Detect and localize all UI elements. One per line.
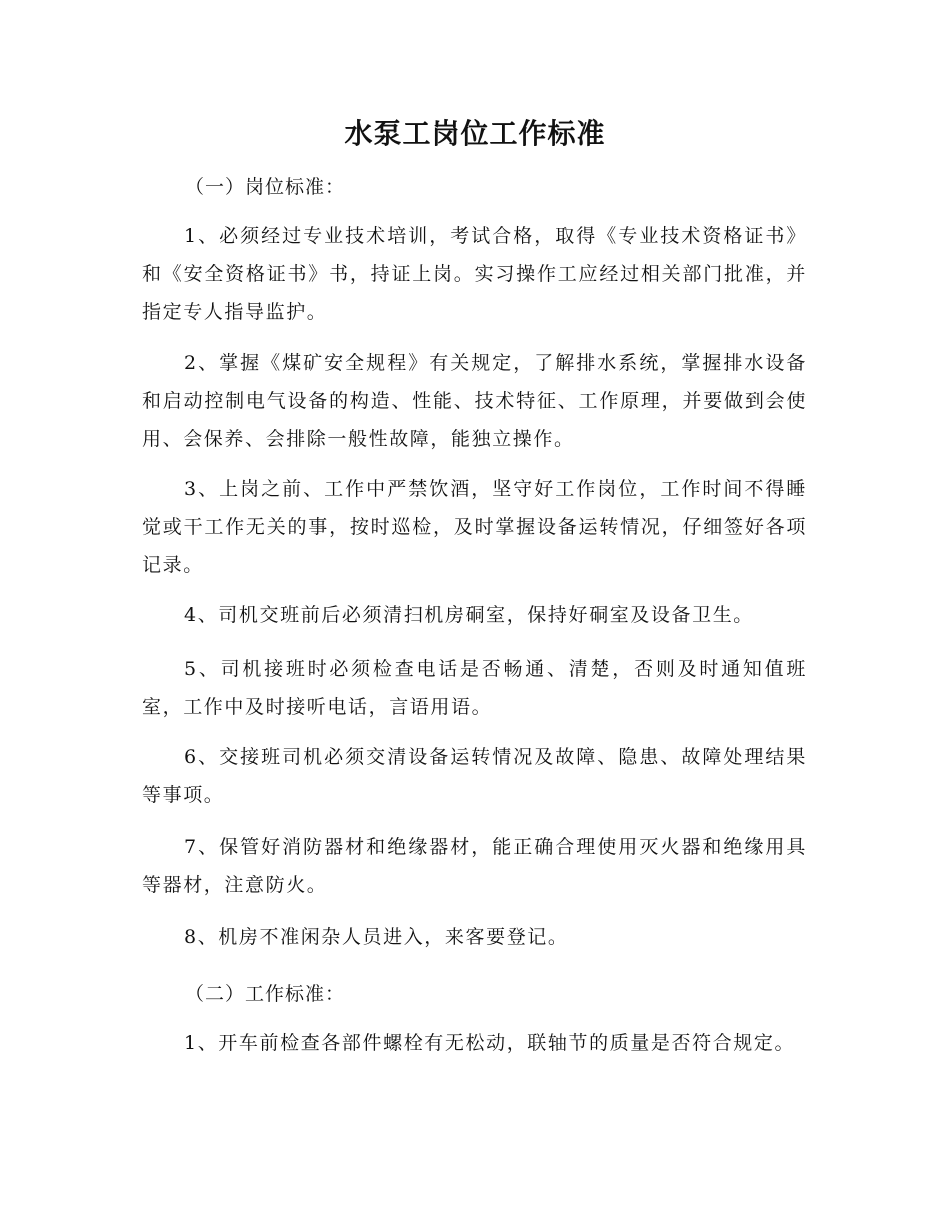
section-heading-work-standard: （二）工作标准： <box>185 983 346 1005</box>
paragraph-item-6: 6、交接班司机必须交清设备运转情况及故障、隐患、故障处理结果等事项。 <box>142 746 807 806</box>
paragraph-item-8: 8、机房不准闲杂人员进入，来客要登记。 <box>184 926 569 948</box>
paragraph-item-7: 7、保管好消防器材和绝缘器材，能正确合理使用灭火器和绝缘用具等器材，注意防火。 <box>142 836 807 896</box>
paragraph-work-item-1: 1、开车前检查各部件螺栓有无松动，联轴节的质量是否符合规定。 <box>184 1032 796 1054</box>
paragraph-item-1: 1、必须经过专业技术培训，考试合格，取得《专业技术资格证书》和《安全资格证书》书，持证上岗。实习操作工应经过相关部门批准，并指定专人指导监护。 <box>142 225 807 323</box>
paragraph-item-3: 3、上岗之前、工作中严禁饮酒，坚守好工作岗位，工作时间不得睡觉或干工作无关的事，按时巡检，及时掌握设备运转情况，仔细签好各项记录。 <box>142 478 807 576</box>
paragraph-item-2: 2、掌握《煤矿安全规程》有关规定，了解排水系统，掌握排水设备和启动控制电气设备的构造、性能、技术特征、工作原理，并要做到会使用、会保养、会排除一般性故障，能独立操作。 <box>142 352 807 450</box>
document-title: 水泵工岗位工作标准 <box>344 117 606 150</box>
paragraph-item-5: 5、司机接班时必须检查电话是否畅通、清楚，否则及时通知值班室，工作中及时接听电话，言语用语。 <box>142 658 807 718</box>
paragraph-item-4: 4、司机交班前后必须清扫机房硐室，保持好硐室及设备卫生。 <box>184 604 754 626</box>
section-heading-job-standard: （一）岗位标准： <box>185 176 346 198</box>
